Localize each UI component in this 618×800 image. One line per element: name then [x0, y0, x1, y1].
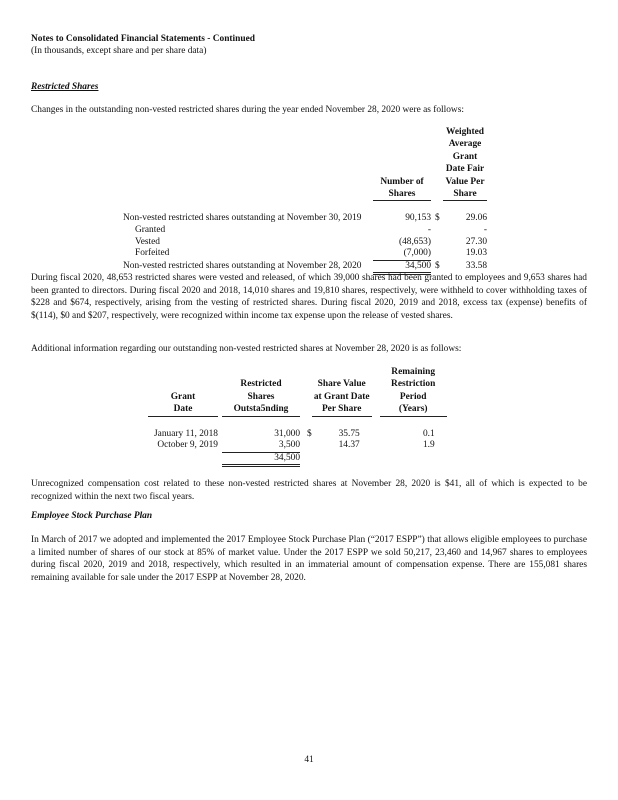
table-row: Granted - -: [135, 225, 487, 236]
grant-date-table: [148, 366, 447, 467]
col-share-value: Share Value at Grant Date Per Share: [312, 366, 372, 416]
page-subtitle: (In thousands, except share and per share data): [31, 46, 207, 56]
table-total-row: 34,500: [148, 452, 447, 466]
compensation-cost-paragraph: Unrecognized compensation cost related to these non-vested restricted shares at November 28, 2020 is $41, all of which is expected to be recognized within the next two fiscal years.: [31, 479, 587, 502]
col-grant-date: Grant Date: [148, 366, 218, 416]
table-row: Non-vested restricted shares outstanding at November 28, 2020 34,500 $ 33.58: [123, 260, 487, 274]
restricted-shares-intro: Changes in the outstanding non-vested restricted shares during the year ended November 28, 2020 were as follows:: [31, 105, 464, 115]
table-row: October 9, 2019 3,500 14.37 1.9: [157, 440, 435, 451]
restricted-shares-table: [123, 126, 487, 275]
page-number: 41: [304, 755, 314, 765]
table-row: Forfeited (7,000) 19.03: [135, 248, 487, 259]
additional-info-intro: Additional information regarding our outstanding non-vested restricted shares at November 28, 2020 is as follows:: [31, 344, 462, 354]
table-row: January 11, 2018 31,000 $ 35.75 0.1: [154, 428, 435, 439]
page-title: Notes to Consolidated Financial Statements - Continued: [31, 34, 255, 44]
vesting-paragraph: During fiscal 2020, 48,653 restricted shares were vested and released, of which 39,000 shares had been granted to employees and 9,653 shares had been granted to directors. During fiscal 2020 and 2018, 14,010 shares and 19,810 shares, respectively, were withheld to cover withholding taxes of $228 and $674, respectively, arising from the vesting of restricted shares. During fiscal 2020, 2019 and 2018, excess tax (expense) benefits of $(114), $0 and $207, respectively, were recognized within income tax expense upon the release of vested shares.: [31, 273, 587, 321]
espp-heading: Employee Stock Purchase Plan: [31, 511, 153, 521]
espp-paragraph: In March of 2017 we adopted and implemented the 2017 Employee Stock Purchase Plan (“2017 ESPP”) that allows eligible employees to purchase a limited number of shares of our stock at 85% of market value. Under the 2017 ESPP we sold 50,217, 23,460 and 14,967 shares to employees during fiscal 2020, 2019 and 2018, respectively, which resulted in an immaterial amount of compensation expense. There are 155,081 shares remaining available for sale under the 2017 ESPP at November 28, 2020.: [31, 535, 587, 583]
col-weighted-average: Weighted Average Grant Date Fair Value Per Share: [443, 126, 487, 201]
col-remaining-period: Remaining Restriction Period (Years): [380, 366, 447, 416]
table-row: Vested (48,653) 27.30: [135, 236, 487, 247]
table-row: Non-vested restricted shares outstanding at November 30, 2019 90,153 $ 29.06: [123, 213, 487, 224]
col-restricted-shares: Restricted Shares Outsta5nding: [222, 366, 300, 416]
restricted-shares-heading: Restricted Shares: [31, 82, 99, 92]
col-number-of-shares: Number of Shares: [373, 126, 431, 201]
